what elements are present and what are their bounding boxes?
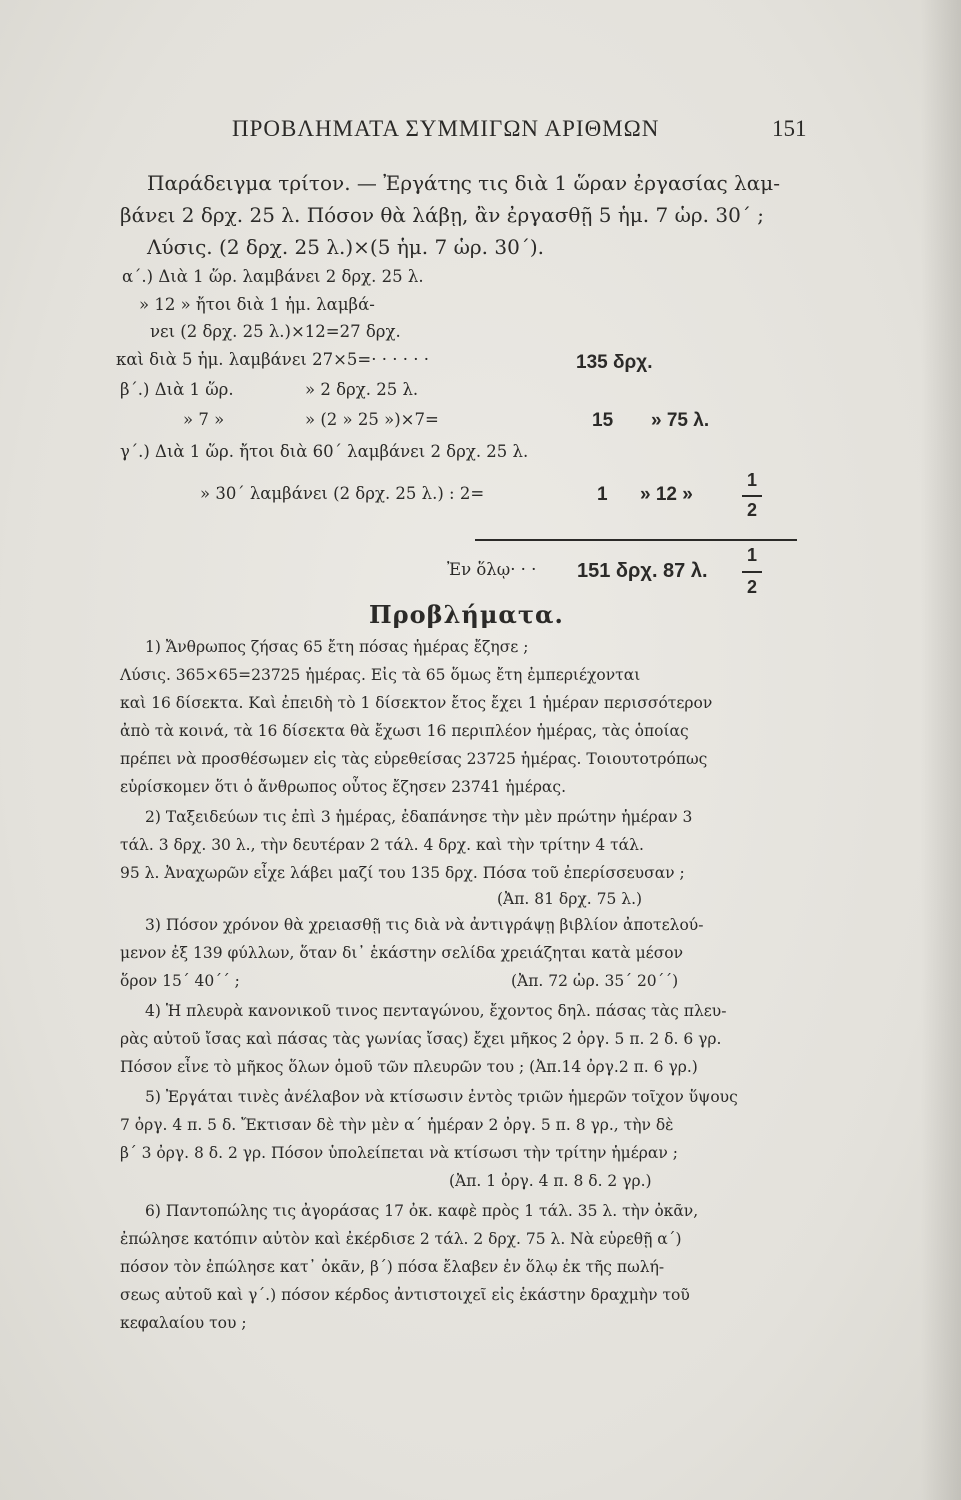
sum-rule	[475, 539, 797, 541]
step-b-line-2-left: » 7 »	[183, 410, 225, 429]
problem-line: 3) Πόσον χρόνον θὰ χρειασθῇ τις διὰ νὰ ἀντιγράψῃ βιβλίον ἀποτελού-	[145, 916, 704, 934]
step-b-result-drachmas: 15	[592, 410, 614, 431]
step-b-line-1-value: » 2 δρχ. 25 λ.	[305, 380, 419, 399]
step-a-line-1: α΄.) Διὰ 1 ὥρ. λαμβάνει 2 δρχ. 25 λ.	[122, 267, 424, 286]
example-solution: Λύσις. (2 δρχ. 25 λ.)×(5 ἡμ. 7 ὡρ. 30΄).	[147, 235, 544, 259]
step-b-result-lepta: » 75 λ.	[651, 410, 710, 431]
problem-line: Λύσις. 365×65=23725 ἡμέρας. Εἰς τὰ 65 ὅμως ἔτη ἐμπεριέχονται	[120, 666, 641, 684]
total-fraction-denominator: 2	[746, 577, 757, 597]
problem-line: σεως αὐτοῦ καὶ γ΄.) πόσον κέρδος ἀντιστοιχεῖ εἰς ἑκάστην δραχμὴν τοῦ	[120, 1286, 690, 1304]
problem-line: Πόσον εἶνε τὸ μῆκος ὅλων ὁμοῦ τῶν πλευρῶν του ; (Ἀπ.14 ὀργ.2 π. 6 γρ.)	[120, 1058, 698, 1076]
step-c-result-drachmas: 1	[597, 484, 608, 505]
step-a-line-4: καὶ διὰ 5 ἡμ. λαμβάνει 27×5=· · · · · ·	[116, 350, 429, 369]
problem-line: ρὰς αὐτοῦ ἴσας καὶ πάσας τὰς γωνίας ἴσας) ἔχει μῆκος 2 ὀργ. 5 π. 2 δ. 6 γρ.	[120, 1030, 722, 1048]
half-fraction-numerator: 1	[746, 470, 757, 490]
problem-line: κεφαλαίου του ;	[120, 1314, 247, 1332]
page-spine-shadow	[921, 0, 961, 1500]
step-c-line-2: » 30΄ λαμβάνει (2 δρχ. 25 λ.) : 2=	[200, 484, 485, 503]
problem-line: τάλ. 3 δρχ. 30 λ., τὴν δευτέραν 2 τάλ. 4 δρχ. καὶ τὴν τρίτην 4 τάλ.	[120, 836, 644, 854]
step-c-line-1: γ΄.) Διὰ 1 ὥρ. ἤτοι διὰ 60΄ λαμβάνει 2 δρχ. 25 λ.	[120, 442, 529, 461]
problem-line: 7 ὀργ. 4 π. 5 δ. Ἔκτισαν δὲ τὴν μὲν α΄ ἡμέραν 2 ὀργ. 5 π. 8 γρ., τὴν δὲ	[120, 1116, 674, 1134]
problem-line: πόσον τὸν ἐπώλησε κατ᾽ ὀκᾶν, β΄) πόσα ἔλαβεν ἐν ὅλῳ ἐκ τῆς πωλή-	[120, 1258, 665, 1276]
step-b-line-2-calc: » (2 » 25 »)×7=	[305, 410, 439, 429]
total-fraction-bar	[742, 571, 762, 573]
problem-answer: (Ἀπ. 1 ὀργ. 4 π. 8 δ. 2 γρ.)	[449, 1172, 652, 1190]
problem-line: καὶ 16 δίσεκτα. Καὶ ἐπειδὴ τὸ 1 δίσεκτον ἔτος ἔχει 1 ἡμέραν περισσότερον	[120, 694, 713, 712]
total-fraction-numerator: 1	[746, 545, 757, 565]
problem-line: 1) Ἄνθρωπος ζήσας 65 ἔτη πόσας ἡμέρας ἔζησε ;	[145, 638, 529, 656]
problem-answer: (Ἀπ. 72 ὡρ. 35΄ 20΄΄)	[511, 972, 679, 990]
total-value: 151 δρχ. 87 λ.	[577, 560, 708, 582]
half-fraction-bar	[742, 495, 762, 497]
problem-line: ἀπὸ τὰ κοινά, τὰ 16 δίσεκτα θὰ ἔχωσι 16 περιπλέον ἡμέρας, τὰς ὁποίας	[120, 722, 689, 740]
running-header: ΠΡΟΒΛΗΜΑΤΑ ΣΥΜΜΙΓΩΝ ΑΡΙΘΜΩΝ	[232, 116, 660, 141]
problem-line: ἐπώλησε κατόπιν αὐτὸν καὶ ἐκέρδισε 2 τάλ. 2 δρχ. 75 λ. Νὰ εὑρεθῇ α΄)	[120, 1230, 682, 1248]
step-a-line-3: νει (2 δρχ. 25 λ.)×12=27 δρχ.	[150, 322, 401, 341]
problem-line: μενον ἐξ 139 φύλλων, ὅταν δι᾽ ἑκάστην σελίδα χρειάζηται κατὰ μέσον	[120, 944, 684, 962]
problem-line: πρέπει νὰ προσθέσωμεν εἰς τὰς εὑρεθείσας 23725 ἡμέρας. Τοιουτοτρόπως	[120, 750, 708, 768]
section-title: Προβλήματα.	[369, 600, 564, 629]
step-b-line-1: β΄.) Διὰ 1 ὥρ.	[120, 380, 234, 399]
page-number: 151	[772, 116, 807, 141]
step-a-line-2: » 12 » ἤτοι διὰ 1 ἡμ. λαμβά-	[139, 295, 375, 314]
problem-answer: (Ἀπ. 81 δρχ. 75 λ.)	[497, 890, 643, 908]
half-fraction-denominator: 2	[746, 500, 757, 520]
problem-line: ὅρον 15΄ 40΄΄ ;	[120, 972, 240, 990]
step-c-result-lepta: » 12 »	[640, 484, 693, 505]
problem-line: 4) Ἡ πλευρὰ κανονικοῦ τινος πενταγώνου, ἔχοντος δηλ. πάσας τὰς πλευ-	[145, 1002, 727, 1020]
step-a-result: 135 δρχ.	[576, 352, 653, 373]
problem-line: εὑρίσκομεν ὅτι ὁ ἄνθρωπος οὗτος ἔζησεν 23741 ἡμέρας.	[120, 778, 567, 796]
problem-line: β΄ 3 ὀργ. 8 δ. 2 γρ. Πόσον ὑπολείπεται νὰ κτίσωσι τὴν τρίτην ἡμέραν ;	[120, 1144, 678, 1162]
problem-line: 2) Ταξειδεύων τις ἐπὶ 3 ἡμέρας, ἐδαπάνησε τὴν μὲν πρώτην ἡμέραν 3	[145, 808, 693, 826]
example-line-2: βάνει 2 δρχ. 25 λ. Πόσον θὰ λάβῃ, ἂν ἐργασθῇ 5 ἡμ. 7 ὡρ. 30΄ ;	[120, 203, 764, 227]
example-line-1: Παράδειγμα τρίτον. — Ἐργάτης τις διὰ 1 ὥραν ἐργασίας λαμ-	[147, 171, 780, 195]
problem-line: 5) Ἐργάται τινὲς ἀνέλαβον νὰ κτίσωσιν ἐντὸς τριῶν ἡμερῶν τοῖχον ὕψους	[145, 1088, 738, 1106]
total-label: Ἐν ὅλῳ· · ·	[447, 560, 537, 579]
problem-line: 6) Παντοπώλης τις ἀγοράσας 17 ὀκ. καφὲ πρὸς 1 τάλ. 35 λ. τὴν ὀκᾶν,	[145, 1202, 699, 1220]
problem-line: 95 λ. Ἀναχωρῶν εἶχε λάβει μαζί του 135 δρχ. Πόσα τοῦ ἐπερίσσευσαν ;	[120, 864, 685, 882]
